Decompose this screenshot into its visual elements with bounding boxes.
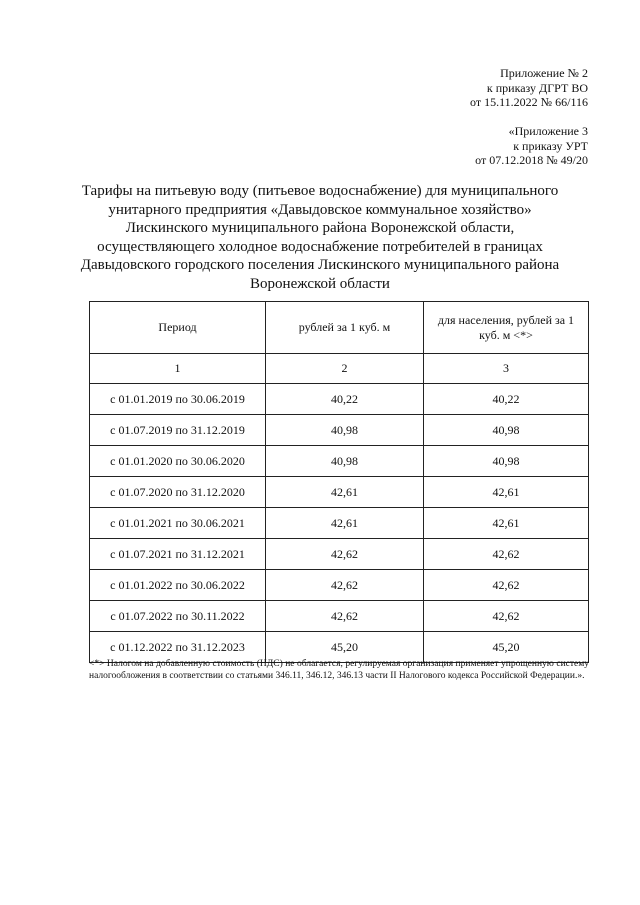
price-cell: 42,62 <box>266 601 424 632</box>
price-cell: 45,20 <box>266 632 424 663</box>
price-cell: 42,62 <box>266 539 424 570</box>
appendix-reference-current <box>470 66 588 110</box>
column-number: 1 <box>90 354 266 384</box>
tariffs-table <box>89 301 589 663</box>
period-cell: с 01.01.2020 по 30.06.2020 <box>90 446 266 477</box>
table-row <box>90 508 589 539</box>
header-price: рублей за 1 куб. м <box>266 302 424 354</box>
price-population-cell: 45,20 <box>423 632 588 663</box>
price-cell: 42,61 <box>266 477 424 508</box>
appendix-order: к приказу УРТ <box>513 138 588 153</box>
price-population-cell: 40,98 <box>423 446 588 477</box>
price-population-cell: 42,62 <box>423 570 588 601</box>
price-population-cell: 42,62 <box>423 539 588 570</box>
price-population-cell: 40,22 <box>423 384 588 415</box>
appendix-order: к приказу ДГРТ ВО <box>486 80 588 95</box>
table-row <box>90 477 589 508</box>
price-cell: 42,61 <box>266 508 424 539</box>
column-number: 2 <box>266 354 424 384</box>
document-title <box>70 182 570 293</box>
price-cell: 40,22 <box>266 384 424 415</box>
title-line: унитарного предприятия «Давыдовское коммунальное хозяйство» <box>108 201 532 218</box>
table-row <box>90 570 589 601</box>
table-row <box>90 446 589 477</box>
price-cell: 42,62 <box>266 570 424 601</box>
appendix-number: Приложение № 2 <box>500 66 588 80</box>
appendix-reference-original <box>475 124 588 168</box>
price-cell: 40,98 <box>266 415 424 446</box>
appendix-number: «Приложение 3 <box>508 124 588 138</box>
appendix-date: от 15.11.2022 № 66/116 <box>470 95 588 109</box>
period-cell: с 01.01.2022 по 30.06.2022 <box>90 570 266 601</box>
title-line: Воронежской области <box>250 275 390 292</box>
price-population-cell: 42,61 <box>423 477 588 508</box>
period-cell: с 01.07.2020 по 31.12.2020 <box>90 477 266 508</box>
appendix-date: от 07.12.2018 № 49/20 <box>475 153 588 167</box>
price-population-cell: 42,62 <box>423 601 588 632</box>
title-line: Давыдовского городского поселения Лискинского муниципального района <box>80 257 560 273</box>
price-population-cell: 42,61 <box>423 508 588 539</box>
period-cell: с 01.01.2021 по 30.06.2021 <box>90 508 266 539</box>
header-price-population: для населения, рублей за 1 куб. м <*> <box>423 302 588 354</box>
column-number: 3 <box>423 354 588 384</box>
footnote: <*> Налогом на добавленную стоимость (НДС) не облагается, регулируемая организация применяет упрощенную систему налогообложения в соответствии со статьями 346.11, 346.12, 346.13 части II Налогового кодекса Российской Федерации.». <box>89 659 589 681</box>
price-population-cell: 40,98 <box>423 415 588 446</box>
price-cell: 40,98 <box>266 446 424 477</box>
title-line: Тарифы на питьевую воду (питьевое водоснабжение) для муниципального <box>81 183 559 199</box>
table-row <box>90 601 589 632</box>
period-cell: с 01.12.2022 по 31.12.2023 <box>90 632 266 663</box>
period-cell: с 01.01.2019 по 30.06.2019 <box>90 384 266 415</box>
period-cell: с 01.07.2022 по 30.11.2022 <box>90 601 266 632</box>
title-line: осуществляющего холодное водоснабжение потребителей в границах <box>97 238 543 255</box>
table-row <box>90 539 589 570</box>
period-cell: с 01.07.2021 по 31.12.2021 <box>90 539 266 570</box>
table-row <box>90 384 589 415</box>
period-cell: с 01.07.2019 по 31.12.2019 <box>90 415 266 446</box>
table-row <box>90 415 589 446</box>
table-header-row <box>90 302 589 354</box>
title-line: Лискинского муниципального района Воронежской области, <box>125 220 515 236</box>
header-period: Период <box>90 302 266 354</box>
table-column-numbers-row <box>90 354 589 384</box>
